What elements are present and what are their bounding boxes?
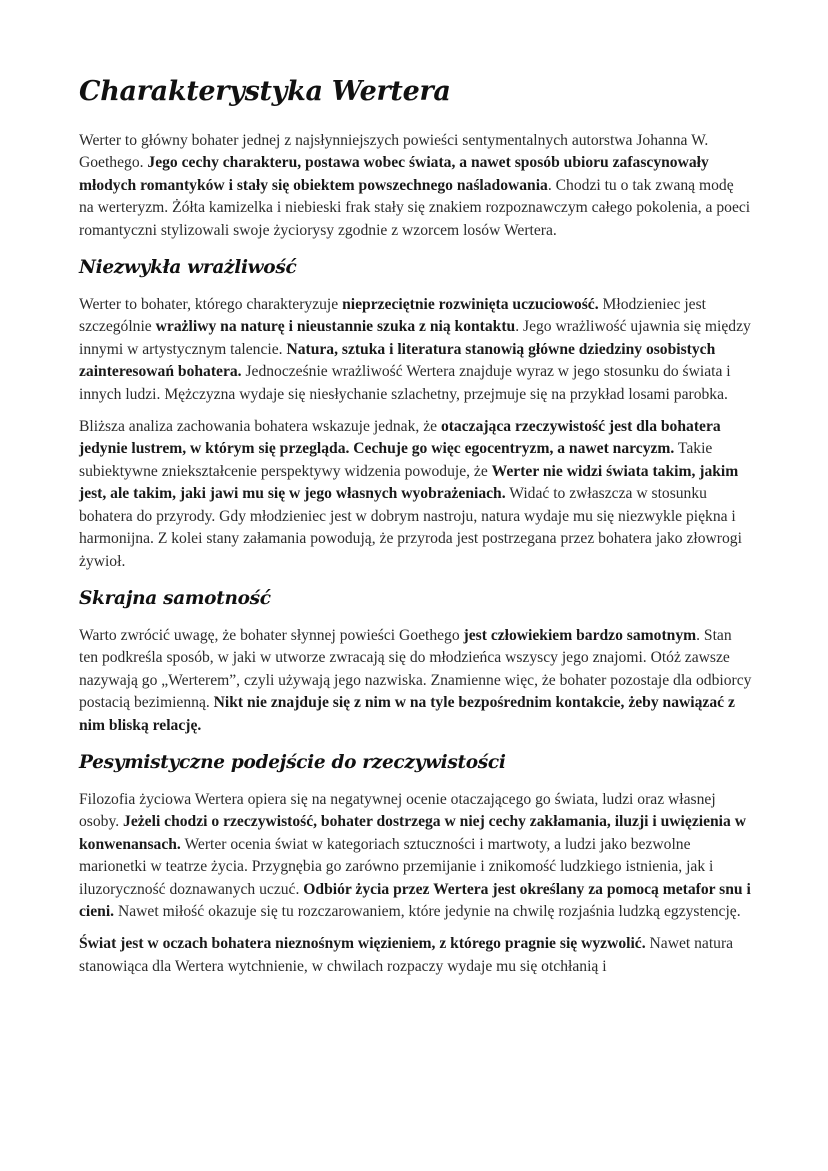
text-run: Bliższa analiza zachowania bohatera wskazuje jednak, że	[79, 418, 441, 436]
bold-text-run: otaczająca rzeczywistość jest dla bohatera jedynie lustrem, w którym się przegląda. Cechuje go więc egocentryzm, a nawet narcyzm.	[79, 418, 721, 458]
text-run: . Chodzi tu o tak zwaną modę na werteryzm. Żółta kamizelka i niebieski frak stały się znakiem rozpoznawczym całego pokolenia, a poeci romantyczni stylizowali swoje życiorysy zgodnie z wzorcem losów Wertera.	[79, 176, 751, 239]
text-run: Filozofia życiowa Wertera opiera się na negatywnej ocenie otaczającego go świata, ludzi oraz własnej osoby.	[79, 790, 716, 831]
text-run: . Jego wrażliwość ujawnia się między innymi w artystycznym talencie.	[79, 318, 751, 358]
text-run: Werter to główny bohater jednej z najsłynniejszych powieści sentymentalnych autorstwa Johanna W. Goethego.	[79, 132, 709, 172]
bold-text-run: Werter nie widzi świata takim, jakim jest, ale takim, jaki jawi mu się w jego własnych wyobrażeniach.	[79, 462, 739, 503]
document-title: Charakterystyka Wertera	[79, 76, 451, 107]
text-run: Takie subiektywne zniekształcenie perspektywy widzenia powoduje, że	[79, 440, 713, 480]
paragraph-wrazliwosc-1	[79, 294, 752, 406]
bold-text-run: nieprzeciętnie rozwinięta uczuciowość.	[342, 296, 599, 314]
bold-text-run: Odbiór życia przez Wertera jest określany za pomocą metafor snu i cieni.	[79, 880, 751, 920]
section-heading-samotnosc: Skrajna samotność	[79, 587, 271, 609]
text-run: Nawet natura stanowiąca dla Wertera wytchnienie, w chwilach rozpaczy wydaje mu się otchłanią i	[79, 935, 734, 975]
paragraph-wrazliwosc-2	[79, 416, 752, 573]
bold-text-run: Świat jest w oczach bohatera nieznośnym więzieniem, z którego pragnie się wyzwolić.	[79, 935, 646, 953]
section-heading-wrazliwosc: Niezwykła wrażliwość	[79, 257, 297, 279]
text-run: Jednocześnie wrażliwość Wertera znajduje wyraz w jego stosunku do świata i innych ludzi. Mężczyzna wydaje się niesłychanie szlachetny, przejmuje się na przykład losami parobka.	[79, 363, 731, 403]
text-run: Nawet miłość okazuje się tu rozczarowaniem, które jedynie na chwilę rozjaśnia ludzką egzystencję.	[114, 902, 741, 920]
intro-paragraph	[79, 130, 752, 242]
text-run: Werter ocenia świat w kategoriach sztuczności i martwoty, a ludzi jako bezwolne marionetki w teatrze życia. Przygnębia go zarówno przemijanie i znikomość ludzkiego istnienia, jak i iluzoryczność doznawanych uczuć.	[79, 835, 714, 898]
section-heading-pesymizm: Pesymistyczne podejście do rzeczywistości	[79, 751, 506, 773]
text-run: Młodzieniec jest szczególnie	[79, 296, 706, 336]
bold-text-run: Nikt nie znajduje się z nim w na tyle bezpośrednim kontakcie, żeby nawiązać z nim bliską relację.	[79, 694, 735, 734]
bold-text-run: Natura, sztuka i literatura stanowią główne dziedziny osobistych zainteresowań bohatera.	[79, 340, 716, 381]
paragraph-pesymizm-2	[79, 933, 752, 978]
paragraph-pesymizm-1	[79, 789, 752, 923]
bold-text-run: wrażliwy na naturę i nieustannie szuka z nią kontaktu	[155, 318, 516, 336]
text-run: Widać to zwłaszcza w stosunku bohatera do przyrody. Gdy młodzieniec jest w dobrym nastroju, natura wydaje mu się niezwykle piękna i harmonijna. Z kolei stany załamania powodują, że przyroda jest postrzegana przez bohatera jako złowrogi żywioł.	[79, 485, 742, 570]
text-run: Werter to bohater, którego charakteryzuje	[79, 296, 343, 314]
bold-text-run: Jeżeli chodzi o rzeczywistość, bohater dostrzega w niej cechy zakłamania, iluzji i uwięzienia w konwenansach.	[79, 813, 746, 853]
text-run: Warto zwrócić uwagę, że bohater słynnej powieści Goethego	[79, 626, 464, 644]
text-run: . Stan ten podkreśla sposób, w jaki w utworze zwracają się do młodzieńca wszyscy jego znajomi. Otóż zawsze nazywają go „Werterem”, czyli używają jego nazwiska. Znamienne więc, że bohater pozostaje dla odbiorcy postacią bezimienną.	[79, 626, 752, 712]
bold-text-run: Jego cechy charakteru, postawa wobec świata, a nawet sposób ubioru zafascynowały młodych romantyków i stały się obiektem powszechnego naśladowania	[79, 154, 709, 194]
paragraph-samotnosc-1	[79, 625, 752, 737]
bold-text-run: jest człowiekiem bardzo samotnym	[463, 626, 697, 644]
